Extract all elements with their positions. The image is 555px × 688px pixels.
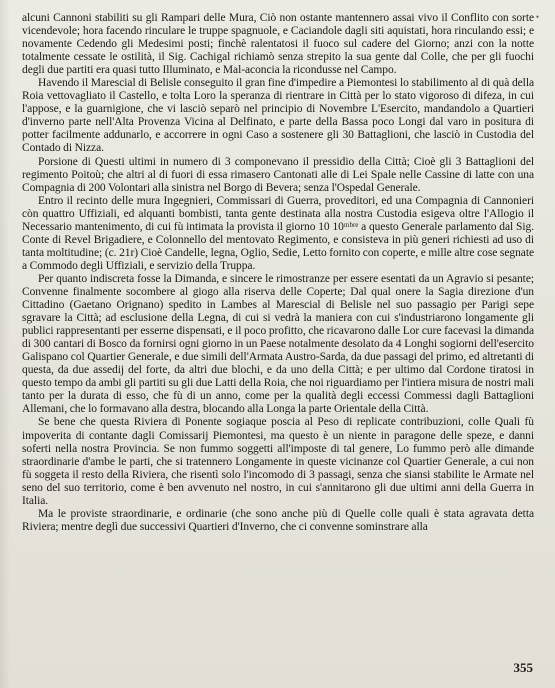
body-text [22, 12, 534, 534]
paragraph: Havendo il Marescial di Belisle conseguito il gran fine d'impedire a Piemontesi lo stabilimento al di quà della Roia vettovagliato il Castello, e tolta Loro la speranza di rientrare in Città per lo stato vigoroso di difeza, in cui l'appose, e la guarnigione, che vi lasciò separò nel principio di Novembre L'Esercito, mandandolo a Quartieri d'inverno parte nell'Alta Provenza Vicina al Delfinato, e parte della Bassa poco Longi dal varo in positura di potter facilmente addunarlo, e accorrere in ogni Caso a sostenere gli 30 Battaglioni, che lasciò in Custodia del Contado di Nizza. [22, 77, 534, 155]
paragraph: Per quanto indiscreta fosse la Dimanda, e sincere le rimostranze per essere esentati da un Agravio si pesante; Convenne finalmente socombere al giogo alla riserva delle Coperte; Dal qual onere la Sagia direzione d'un Cittadino (Gaetano Orignano) spedito in Lambes al Marescial di Belisle nel suo passagio per Parigi sepe sgravare la Città; ad esclusione della Legna, di cui si vedrà la maniera con cui s'industriarono longamente gli publici rappresentanti per esserne dispensati, e il poco profitto, che ricavarono dalle Lor cure facevasi la dimanda di 300 cantari di Bosco da fornirsi ogni giorno in un Paese notalmente desolato da 4 Longhi sogiorni dell'esercito Galispano col Quartier Generale, e due simili dell'Armata Austro-Sarda, da due passagi del primo, ed altretanti di questa, da due assedij del forte, da altri due blochi, e da uno della Città; e per ultimo dal Cordone tiratosi in questo tempo da ambi gli partiti su gli due Latti della Roia, che noi riguardiamo per l'intiera misura de nostri mali tanto per la durata di esso, che fù di un anno, come per la qualità degli eccessi Commessi dagli Battaglioni Allemani, che lo formavano alla destra, blocando alla Longa la parte Orientale della Città. [22, 272, 534, 416]
paragraph: Entro il recinto delle mura Ingegnieri, Commissari di Guerra, proveditori, ed una Compagnia di Cannonieri còn quattro Uffiziali, ed alquanti bombisti, tanta gente destinata alla nostra Custodia esigeva oltre l'Allogio il Necessario mantenimento, di cui fù intimata la provista il giorno 10 10ᵐᵇʳᵉ a questo Generale parlamento dal Sig. Conte di Revel Brigadiere, e Colonnello del mentovato Regimento, e consisteva in più generi richiesti ad uso di tanta moltitudine; (c. 21r) Cioè Candelle, legna, Oglio, Sedie, Letto fornito con coperte, e mille altre cose segnate a Commodo degli Uffiziali, e servizio della Truppa. [22, 194, 534, 272]
paragraph: Porsione di Questi ultimi in numero di 3 componevano il pressidio della Città; Cioè gli 3 Battaglioni del regimento Poitoù; che altri al di fuori di essa rimasero Cantonati alle di Lei Spale nelle Cassine di latte con una Compagnia di 200 Volontari alla sinistra nel Borgo di Bevera; senza l'Ospedal Generale. [22, 155, 534, 194]
corner-mark: • [535, 12, 539, 22]
page-number: 355 [513, 660, 533, 675]
page-edge-shadow [0, 0, 10, 688]
paragraph: Ma le proviste straordinarie, e ordinarie (che sono anche più di Quelle colle quali è stata agravata detta Riviera; mentre deglì due successivi Quartieri d'Inverno, che ci convenne sominstrare alla [22, 507, 534, 533]
paragraph: Se bene che questa Riviera di Ponente sogiaque poscia al Peso di replicate contribuzioni, colle Quali fù impoverita di contante dagli Comissarij Piemontesi, ma questo è un niente in paragone delle speze, e danni soferti nella nostra Provincia. Se non fummo soggetti all'imposte di tal genere, Lo fummo però alle dimande straordinarie d'ambe le parti, che si tratennero Longamente in queste vicinanze col Quartier Generale, a cui non fù soggeta il resto della Riviera, che risentì solo l'incomodo di 3 passagi, senza che siansi stabilite le Armate nel seno del suo territorio, come è ben avvenuto nel nostro, in cui s'annitarono gli due ultimi anni della Guerra in Italia. [22, 416, 534, 507]
paragraph: alcuni Cannoni stabiliti su gli Rampari delle Mura, Ciò non ostante mantennero assai vivo il Conflito con sorte vicendevole; hora facendo rinculare le truppe spagnuole, e Caciandole dagli siti aquistati, hora rinculando essi; e novamente Cedendo gli Medesimi posti; finchè ralentatosi il fuoco sul cadere del Giorno; anzi con la notte totalmente cessate le ostilità, il Sig. Cachigal richiamò senza strepito la sua gente dal Colle, che per gli fuochi degli due partiti era quasi tutto Illuminato, e Mal-aconcia la ricondusse nel Campo. [22, 12, 534, 77]
